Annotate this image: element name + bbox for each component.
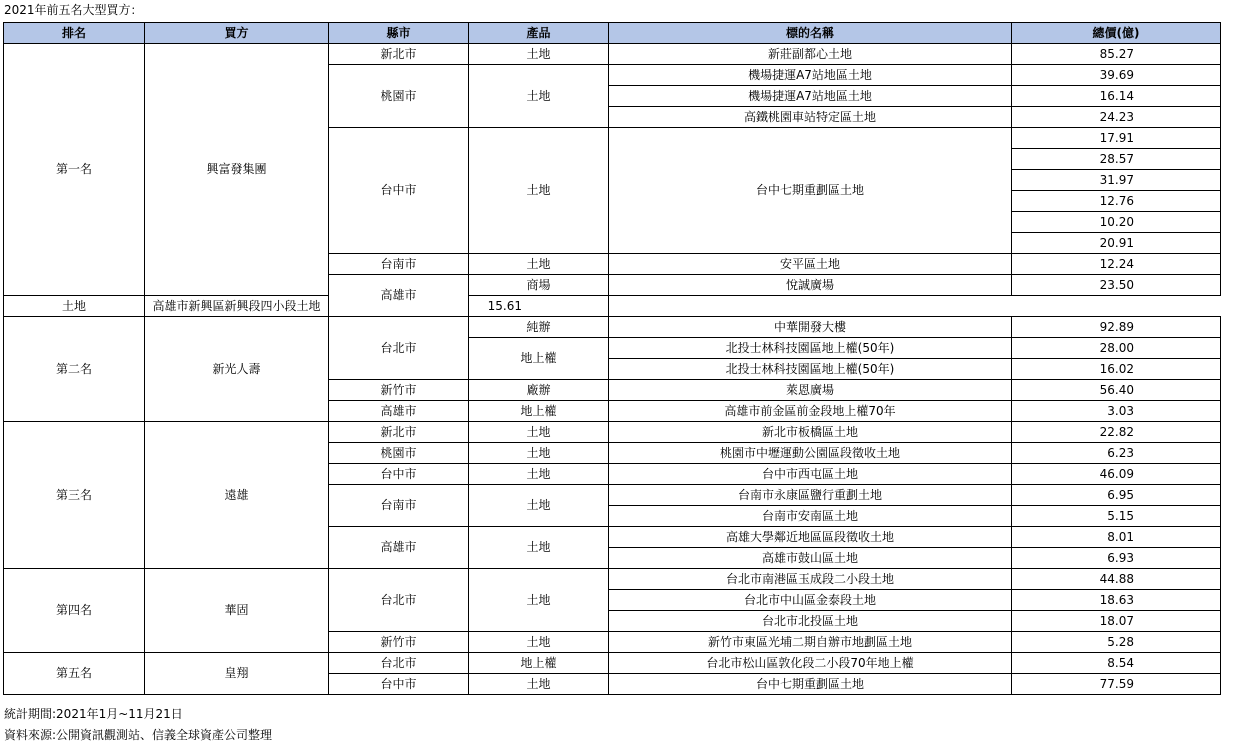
table-cell: 新光人壽 xyxy=(145,317,329,422)
table-cell: 遠雄 xyxy=(145,422,329,569)
table-cell: 新竹市東區光埔二期自辦市地劃區土地 xyxy=(609,632,1012,653)
table-cell: 5.15 xyxy=(1012,506,1221,527)
table-cell: 3.03 xyxy=(1012,401,1221,422)
table-cell: 22.82 xyxy=(1012,422,1221,443)
header-product: 產品 xyxy=(469,23,609,44)
table-cell: 高雄市 xyxy=(329,401,469,422)
table-cell: 土地 xyxy=(469,254,609,275)
table-cell: 純辦 xyxy=(469,317,609,338)
table-cell: 桃園市中壢運動公園區段徵收土地 xyxy=(609,443,1012,464)
table-cell: 12.76 xyxy=(1012,191,1221,212)
table-cell: 台中市 xyxy=(329,674,469,695)
table-cell: 台南市安南區土地 xyxy=(609,506,1012,527)
table-cell: 商場 xyxy=(469,275,609,296)
header-city: 縣市 xyxy=(329,23,469,44)
table-cell: 台南市 xyxy=(329,485,469,527)
table-cell: 高雄市鼓山區土地 xyxy=(609,548,1012,569)
table-cell: 12.24 xyxy=(1012,254,1221,275)
table-cell: 高雄市前金區前金段地上權70年 xyxy=(609,401,1012,422)
table-cell: 台中七期重劃區土地 xyxy=(609,128,1012,254)
table-body xyxy=(4,44,1221,695)
table-cell: 土地 xyxy=(469,65,609,128)
table-cell: 中華開發大樓 xyxy=(609,317,1012,338)
table-row xyxy=(4,422,1221,443)
table-cell: 土地 xyxy=(469,443,609,464)
table-cell: 新竹市 xyxy=(329,380,469,401)
table-cell: 地上權 xyxy=(469,338,609,380)
table-cell: 北投士林科技園區地上權(50年) xyxy=(609,359,1012,380)
table-cell: 台北市 xyxy=(329,653,469,674)
table-cell: 台北市 xyxy=(329,317,469,380)
table-cell: 土地 xyxy=(4,296,145,317)
top-buyers-table xyxy=(3,22,1221,695)
table-cell: 高雄市 xyxy=(329,527,469,569)
table-cell: 安平區土地 xyxy=(609,254,1012,275)
table-cell: 土地 xyxy=(469,485,609,527)
table-cell: 6.95 xyxy=(1012,485,1221,506)
header-buyer: 買方 xyxy=(145,23,329,44)
table-cell: 桃園市 xyxy=(329,65,469,128)
table-cell: 台中市 xyxy=(329,464,469,485)
table-cell: 土地 xyxy=(469,632,609,653)
table-cell: 廠辦 xyxy=(469,380,609,401)
table-cell: 台北市南港區玉成段二小段土地 xyxy=(609,569,1012,590)
table-cell: 新莊副都心土地 xyxy=(609,44,1012,65)
table-row xyxy=(4,653,1221,674)
table-cell: 92.89 xyxy=(1012,317,1221,338)
table-cell: 18.63 xyxy=(1012,590,1221,611)
table-cell: 機場捷運A7站地區土地 xyxy=(609,86,1012,107)
table-cell: 10.20 xyxy=(1012,212,1221,233)
table-cell: 高鐵桃園車站特定區土地 xyxy=(609,107,1012,128)
table-title: 2021年前五名大型買方： xyxy=(4,3,143,17)
table-cell: 44.88 xyxy=(1012,569,1221,590)
table-cell: 8.01 xyxy=(1012,527,1221,548)
table-cell: 28.00 xyxy=(1012,338,1221,359)
table-cell: 土地 xyxy=(469,527,609,569)
table-cell: 桃園市 xyxy=(329,443,469,464)
table-row xyxy=(4,296,1221,317)
table-cell: 第五名 xyxy=(4,653,145,695)
table-cell: 15.61 xyxy=(469,296,609,317)
table-cell: 23.50 xyxy=(1012,275,1221,296)
table-cell: 北投士林科技園區地上權(50年) xyxy=(609,338,1012,359)
table-cell: 高雄市 xyxy=(329,275,469,317)
table-cell: 第三名 xyxy=(4,422,145,569)
table-cell: 台中七期重劃區土地 xyxy=(609,674,1012,695)
table-cell: 56.40 xyxy=(1012,380,1221,401)
header-target-name: 標的名稱 xyxy=(609,23,1012,44)
table-row xyxy=(4,44,1221,65)
table-cell: 興富發集團 xyxy=(145,44,329,296)
table-cell: 土地 xyxy=(469,569,609,632)
header-total-price: 總價(億) xyxy=(1012,23,1221,44)
table-cell: 第二名 xyxy=(4,317,145,422)
table-cell: 台北市中山區金泰段土地 xyxy=(609,590,1012,611)
table-cell: 24.23 xyxy=(1012,107,1221,128)
table-cell: 台北市松山區敦化段二小段70年地上權 xyxy=(609,653,1012,674)
header-row xyxy=(4,23,1221,44)
table-cell: 機場捷運A7站地區土地 xyxy=(609,65,1012,86)
table-cell: 悅誠廣場 xyxy=(609,275,1012,296)
table-cell: 土地 xyxy=(469,422,609,443)
table-cell: 6.93 xyxy=(1012,548,1221,569)
table-cell: 新北市板橋區土地 xyxy=(609,422,1012,443)
table-cell: 8.54 xyxy=(1012,653,1221,674)
table-cell: 台南市永康區鹽行重劃土地 xyxy=(609,485,1012,506)
table-cell: 85.27 xyxy=(1012,44,1221,65)
table-cell: 台北市 xyxy=(329,569,469,632)
table-cell: 77.59 xyxy=(1012,674,1221,695)
table-row xyxy=(4,569,1221,590)
table-cell: 20.91 xyxy=(1012,233,1221,254)
table-row xyxy=(4,317,1221,338)
statistics-period-note: 統計期間:2021年1月~11月21日 xyxy=(4,707,183,721)
table-cell: 31.97 xyxy=(1012,170,1221,191)
table-cell: 地上權 xyxy=(469,401,609,422)
table-cell: 第四名 xyxy=(4,569,145,653)
table-cell: 土地 xyxy=(469,464,609,485)
table-cell: 新北市 xyxy=(329,44,469,65)
table-cell: 土地 xyxy=(469,128,609,254)
table-cell: 16.14 xyxy=(1012,86,1221,107)
table-cell: 新北市 xyxy=(329,422,469,443)
table-cell: 6.23 xyxy=(1012,443,1221,464)
table-cell: 高雄市新興區新興段四小段土地 xyxy=(145,296,329,317)
table-cell: 18.07 xyxy=(1012,611,1221,632)
data-source-note: 資料來源:公開資訊觀測站、信義全球資產公司整理 xyxy=(4,728,273,742)
table-cell: 5.28 xyxy=(1012,632,1221,653)
table-cell: 17.91 xyxy=(1012,128,1221,149)
table-cell: 華固 xyxy=(145,569,329,653)
table-cell: 台中市西屯區土地 xyxy=(609,464,1012,485)
table-cell: 39.69 xyxy=(1012,65,1221,86)
table-cell: 土地 xyxy=(469,674,609,695)
table-cell: 16.02 xyxy=(1012,359,1221,380)
table-cell: 新竹市 xyxy=(329,632,469,653)
table-cell: 台中市 xyxy=(329,128,469,254)
table-cell: 高雄大學鄰近地區區段徵收土地 xyxy=(609,527,1012,548)
table-cell: 台南市 xyxy=(329,254,469,275)
header-rank: 排名 xyxy=(4,23,145,44)
table-cell: 地上權 xyxy=(469,653,609,674)
table-cell: 萊恩廣場 xyxy=(609,380,1012,401)
table-cell: 土地 xyxy=(469,44,609,65)
table-cell: 台北市北投區土地 xyxy=(609,611,1012,632)
table-cell: 第一名 xyxy=(4,44,145,296)
table-cell: 46.09 xyxy=(1012,464,1221,485)
table-cell: 28.57 xyxy=(1012,149,1221,170)
table-cell: 皇翔 xyxy=(145,653,329,695)
